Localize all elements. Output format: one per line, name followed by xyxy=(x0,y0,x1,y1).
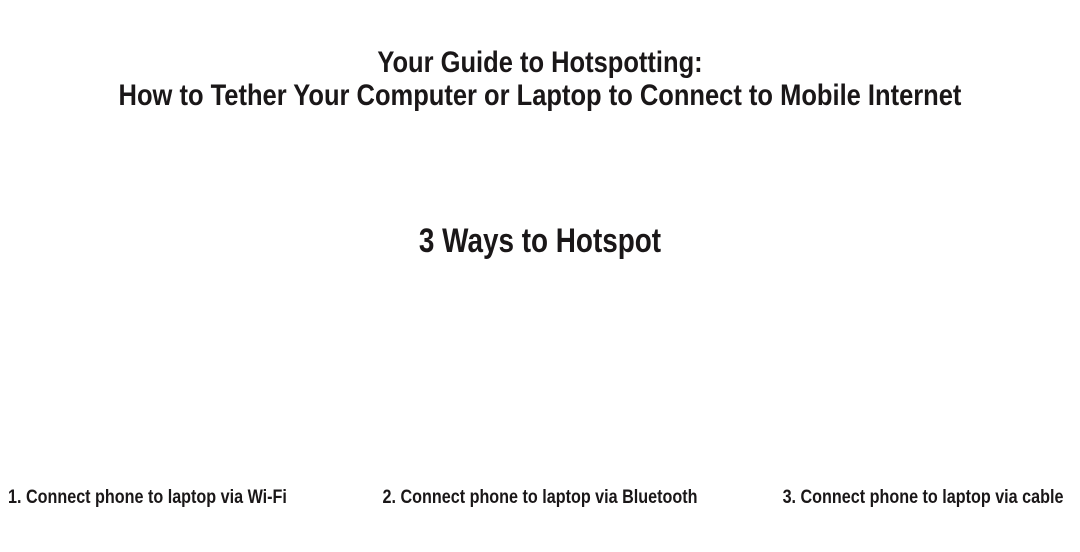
page-title-line-2: How to Tether Your Computer or Laptop to Connect to Mobile Internet xyxy=(118,79,962,112)
page-title-line-1: Your Guide to Hotspotting: xyxy=(377,46,703,79)
step-3-label: 3. Connect phone to laptop via cable xyxy=(782,487,1063,508)
page-title xyxy=(0,46,1080,112)
step-1-label: 1. Connect phone to laptop via Wi-Fi xyxy=(8,487,287,508)
step-2-label: 2. Connect phone to laptop via Bluetooth xyxy=(382,487,698,508)
section-heading: 3 Ways to Hotspot xyxy=(418,222,662,260)
